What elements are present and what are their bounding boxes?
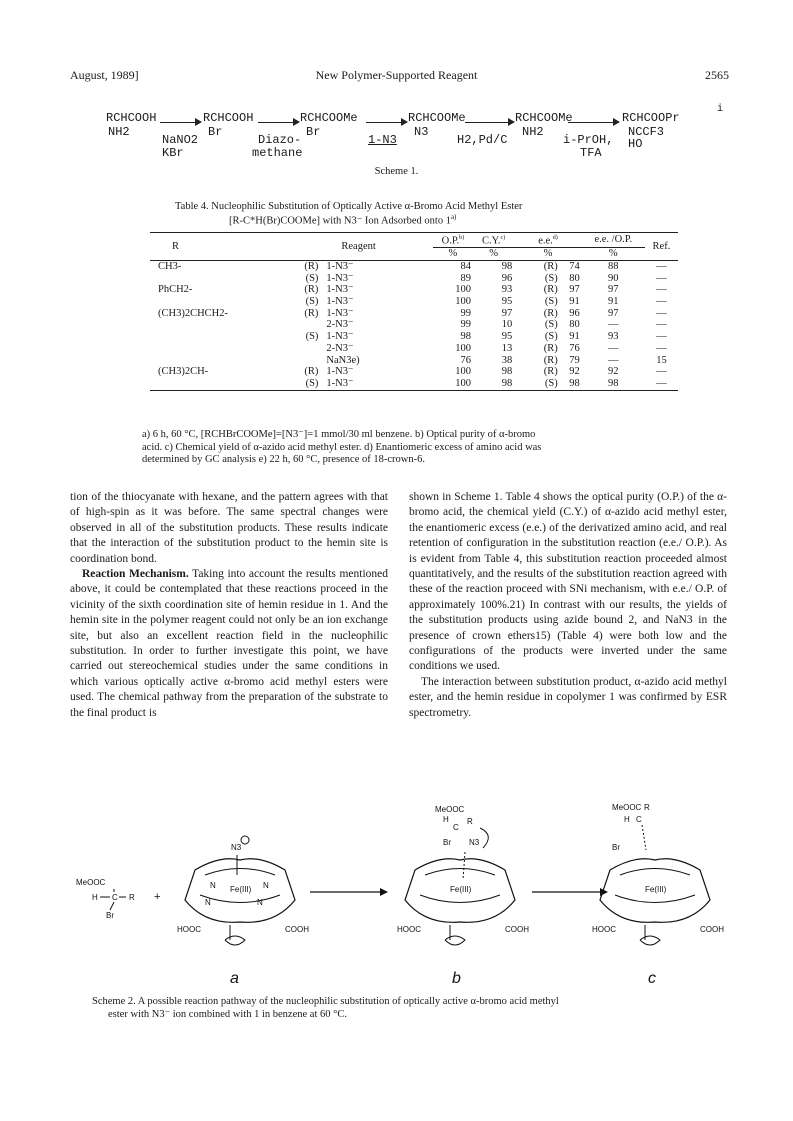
s1-reagent-5: i-PrOH, — [563, 133, 614, 147]
cell-ee: 91 — [569, 331, 580, 343]
cell-cy: 95 — [501, 331, 513, 343]
s1-reagent-1: NaNO2 — [162, 133, 199, 147]
cell-ee-op: 97 — [608, 284, 619, 296]
n-label-a1: N — [210, 881, 216, 890]
right-paragraph-2: The interaction between substitution product, α-azido acid methyl ester, and the hemin residue in copolymer 1 was confirmed by ESR spectrometry. — [409, 675, 727, 719]
cell-r: PhCH2- — [158, 284, 193, 296]
cell-ee: 96 — [569, 307, 580, 319]
cell-reagent: 1-N3⁻ — [326, 307, 354, 319]
cell-op: 100 — [455, 342, 472, 354]
b-h: H — [443, 815, 449, 824]
c-br: Br — [612, 843, 620, 852]
cell-ref: — — [656, 307, 667, 319]
section-heading: Reaction Mechanism. — [82, 568, 189, 581]
th-unit-eeop: % — [582, 248, 645, 261]
s1-arrow-5 — [568, 122, 618, 123]
cell-reagent: 2-N3⁻ — [326, 342, 354, 354]
cell-reagent: 1-N3⁻ — [326, 377, 354, 389]
cell-ee: 74 — [569, 260, 580, 272]
cell-r: (CH3)2CHCH2- — [158, 307, 228, 319]
cell-reagent: 1-N3⁻ — [326, 366, 354, 378]
cooh-label-c: COOH — [700, 925, 724, 934]
table-row — [150, 331, 678, 343]
panel-label-a: a — [230, 970, 239, 987]
b-c: C — [453, 823, 459, 832]
s1-compound-5: RCHCOOMe — [515, 111, 573, 125]
hooc-label-b: HOOC — [397, 925, 421, 934]
cell-ee-op: — — [608, 342, 619, 354]
scheme-2-caption-line-2: ester with N3⁻ ion combined with 1 in benzene at 60 °C. — [108, 1009, 347, 1020]
s1-arrow-2 — [258, 122, 298, 123]
s1-reagent-2: Diazo- — [258, 133, 302, 147]
cell-cy: 93 — [501, 284, 513, 296]
table-row — [150, 284, 678, 296]
cell-cy: 98 — [501, 260, 513, 272]
porphyrin-a — [177, 836, 309, 945]
cell-config: (S) — [305, 331, 319, 343]
cell-cy: 98 — [501, 366, 513, 378]
s1-arrow-4 — [465, 122, 513, 123]
th-ee-op: e.e. /O.P. — [594, 234, 633, 246]
cell-ee-config: (S) — [544, 377, 558, 389]
cell-r — [150, 378, 271, 390]
cell-ee-op: 90 — [608, 272, 619, 284]
th-ref: Ref. — [652, 240, 671, 252]
cell-ref: — — [656, 342, 667, 354]
cell-r: (CH3)2CH- — [158, 366, 209, 378]
cell-op: 100 — [455, 377, 472, 389]
cell-r — [150, 319, 271, 331]
cell-config: (S) — [305, 272, 319, 284]
cell-r — [150, 296, 271, 308]
s1-compound-4: RCHCOOMe — [408, 111, 466, 125]
s1-reagent-2b: methane — [252, 146, 303, 160]
cooh-label-b: COOH — [505, 925, 529, 934]
cell-ee-config: (S) — [544, 331, 558, 343]
cell-op: 99 — [460, 319, 472, 331]
cell-ee-op: 97 — [608, 307, 619, 319]
cell-r — [150, 331, 271, 343]
running-header-left: August, 1989] — [70, 68, 139, 82]
table-row — [150, 260, 678, 272]
cell-cy: 95 — [501, 296, 513, 308]
cell-ref: — — [656, 296, 667, 308]
fe-label-a: Fe(III) — [230, 885, 252, 894]
table-4-footnotes — [142, 429, 541, 467]
s1-sub-6: NCCF3 — [628, 125, 665, 139]
left-column — [70, 490, 388, 721]
cell-config: (S) — [305, 377, 319, 389]
s1-reagent-5b: TFA — [580, 146, 602, 160]
porphyrin-c — [592, 803, 724, 945]
b-n3: N3 — [469, 838, 480, 847]
cell-op: 98 — [460, 331, 472, 343]
panel-label-b: b — [452, 970, 461, 987]
c-r: R — [644, 803, 650, 812]
cell-ref: — — [656, 319, 667, 331]
th-unit-ee: % — [514, 248, 582, 261]
cell-ref: — — [656, 377, 667, 389]
cell-ee-config: (R) — [543, 354, 558, 366]
left-paragraph-1: tion of the thiocyanate with hexane, and the pattern agrees with that of high-spin as it was before. The same spectral changes were observed in all of the substitution products. These results indicate that the interaction of the substitution product to the hemin site is coordination bond. — [70, 491, 388, 565]
th-unit-op: % — [433, 248, 473, 261]
cell-reagent: 1-N3⁻ — [326, 272, 354, 284]
s1-superscript: i — [717, 104, 724, 115]
cell-ee-op: 93 — [608, 331, 619, 343]
cell-config: (R) — [304, 284, 319, 296]
n-label-a3: N — [205, 898, 211, 907]
cell-r — [150, 355, 271, 367]
s1-arrow-1 — [160, 122, 200, 123]
cell-ee-config: (R) — [543, 260, 558, 272]
hooc-label-c: HOOC — [592, 925, 616, 934]
s1-sub-5: NH2 — [522, 125, 544, 139]
b-r: R — [467, 817, 473, 826]
table-row — [150, 319, 678, 331]
cell-reagent: 1-N3⁻ — [326, 331, 354, 343]
cell-cy: 97 — [501, 307, 513, 319]
fe-label-b: Fe(III) — [450, 885, 472, 894]
b-meooc: MeOOC — [435, 805, 465, 814]
table-4-title: Table 4. Nucleophilic Substitution of Optically Active α-Bromo Acid Methyl Ester — [175, 201, 523, 212]
table-row — [150, 308, 678, 320]
c-h: H — [624, 815, 630, 824]
cell-r: CH3- — [158, 260, 182, 272]
cell-r — [150, 273, 271, 285]
page-number: 2565 — [705, 68, 729, 82]
cell-ee-op: 98 — [608, 377, 619, 389]
cell-reagent: 1-N3⁻ — [326, 284, 354, 296]
cell-ee-config: (S) — [544, 296, 558, 308]
c-meooc: MeOOC — [612, 803, 642, 812]
s1-sub-4: N3 — [414, 125, 429, 139]
right-paragraph-1: shown in Scheme 1. Table 4 shows the optical purity (O.P.) of the α-bromo acid, the chemical yield (C.Y.) of α-azido acid methyl ester, the enantiomeric excess (e.e.) of the derivatized amino acid, and real retention of configuration in the substitution reaction (e.e./ O.P.). As is evident from Table 4, this substitution reaction proceeded almost quantitatively, and the results of the substitution reaction agreed with these of the reaction proceed with SNi mechanism, with e.e./ O.P. of approximately 100%.21) In contrast with our results, the yields of the substitution products using azide bound 2, and NaN3 in the presence of crown ethers15) (Table 4) were both low and the configurations of the products were inverted under the same conditions we used. — [409, 491, 727, 673]
cell-ee: 97 — [569, 284, 580, 296]
cell-ee-op: 92 — [608, 366, 619, 378]
cell-ee: 98 — [569, 377, 580, 389]
right-column — [409, 490, 727, 721]
cell-op: 100 — [455, 366, 472, 378]
table-4 — [150, 232, 678, 391]
cell-cy: 10 — [501, 319, 513, 331]
cell-config — [271, 343, 320, 355]
cell-ref: — — [656, 331, 667, 343]
cell-ee-op: 91 — [608, 296, 619, 308]
substrate-br: Br — [106, 911, 114, 920]
th-unit-cy: % — [473, 248, 514, 261]
s1-reagent-3: 1-N3 — [368, 133, 397, 147]
cell-reagent: 1-N3⁻ — [326, 260, 354, 272]
cell-cy: 98 — [501, 377, 513, 389]
footnote-line-1: a) 6 h, 60 °C, [RCHBrCOOMe]=[N3⁻]=1 mmol/30 ml benzene. b) Optical purity of α-bromo — [142, 429, 536, 440]
cell-ref: — — [656, 366, 667, 378]
substrate-meooc: MeOOC — [76, 878, 106, 887]
cell-ee-config: (S) — [544, 319, 558, 331]
cell-ref: 15 — [656, 354, 667, 366]
cell-ee-op: — — [608, 319, 619, 331]
scheme-2-caption-line-1: Scheme 2. A possible reaction pathway of the nucleophilic substitution of optically active α-bromo acid methyl — [92, 996, 559, 1007]
cell-config: (R) — [304, 260, 319, 272]
running-header-title: New Polymer-Supported Reagent — [315, 68, 478, 82]
panel-label-c: c — [648, 970, 656, 987]
left-paragraph-2: Reaction Mechanism. Taking into account the results mentioned above, it could be contemplated that these reactions proceed in the vicinity of the sixth coordination site of hemin residue in 1. And the hemin site in the polymer reagent could not only be an ion exchange site, but also an excellent reaction field in the nucleophilic substitution. In order to further investigate this point, we have carried out stereochemical studies under the same conditions in which various optically active α-bromo acid methyl esters were used. The chemical pathway from the preparation of the substrate to the final product is — [70, 568, 388, 719]
s1-sub-2: Br — [208, 125, 223, 139]
cell-config — [271, 355, 320, 367]
cell-ee: 80 — [569, 272, 580, 284]
th-reagent: Reagent — [341, 240, 376, 252]
substrate-c: C — [112, 893, 118, 902]
substrate-molecule — [76, 878, 160, 920]
table-row — [150, 343, 678, 355]
th-op: O.P.$^{b)}$ — [441, 235, 465, 247]
cooh-label-a: COOH — [285, 925, 309, 934]
table-row — [150, 296, 678, 308]
cell-reagent: NaN3e) — [326, 354, 360, 366]
cell-ee-config: (R) — [543, 342, 558, 354]
azide-label-a: N3 — [231, 843, 242, 852]
table-row — [150, 273, 678, 285]
cell-r — [150, 343, 271, 355]
cell-reagent: 2-N3⁻ — [326, 319, 354, 331]
substrate-h: H — [92, 893, 98, 902]
scheme-2-caption — [92, 995, 559, 1021]
cell-ee-config: (R) — [543, 366, 558, 378]
cell-ee-op: 88 — [608, 260, 619, 272]
cell-ee: 91 — [569, 296, 580, 308]
cell-ee-op: — — [608, 354, 619, 366]
cell-op: 100 — [455, 296, 472, 308]
cell-op: 99 — [460, 307, 472, 319]
th-ee: e.e.$^{d)}$ — [538, 235, 558, 247]
cell-ee: 79 — [569, 354, 580, 366]
footnote-line-2: acid. c) Chemical yield of α-azido acid methyl ester. d) Enantiomeric excess of amino acid was — [142, 441, 542, 453]
cell-ref: — — [656, 284, 667, 296]
porphyrin-b — [397, 805, 529, 945]
cell-ee: 76 — [569, 342, 580, 354]
table-row — [150, 378, 678, 390]
cell-op: 84 — [460, 260, 472, 272]
s1-compound-2: RCHCOOH — [203, 111, 254, 125]
s1-sub-1: NH2 — [108, 125, 130, 139]
table-row — [150, 366, 678, 378]
cell-op: 89 — [460, 272, 472, 284]
plus-sign: + — [154, 891, 161, 903]
s1-arrow-3 — [366, 122, 406, 123]
scheme-2-figure — [70, 800, 730, 990]
b-br: Br — [443, 838, 451, 847]
cell-ee: 80 — [569, 319, 580, 331]
cell-op: 100 — [455, 284, 472, 296]
footnote-line-3: determined by GC analysis e) 22 h, 60 °C, presence of 18-crown-6. — [142, 454, 425, 465]
s1-compound-1: RCHCOOH — [106, 111, 157, 125]
cell-cy: 96 — [501, 272, 513, 284]
s1-sub-3: Br — [306, 125, 321, 139]
cell-ref: — — [656, 272, 667, 284]
cell-config: (R) — [304, 307, 319, 319]
th-r: R — [172, 240, 180, 252]
cell-config — [271, 319, 320, 331]
cell-reagent: 1-N3⁻ — [326, 296, 354, 308]
hooc-label-a: HOOC — [177, 925, 201, 934]
cell-op: 76 — [460, 354, 472, 366]
table-4-subtitle: [R-C*H(Br)COOMe] with N3⁻ Ion Adsorbed onto 1$^{a)}$ — [229, 213, 457, 227]
n-label-a2: N — [263, 881, 269, 890]
cell-ee-config: (R) — [543, 307, 558, 319]
cell-ee-config: (S) — [544, 272, 558, 284]
table-row — [150, 355, 678, 367]
s1-compound-6: RCHCOOPr — [622, 111, 680, 125]
cell-ref: — — [656, 260, 667, 272]
s1-reagent-4: H2,Pd/C — [457, 133, 508, 147]
th-cy: C.Y.$^{c)}$ — [482, 235, 506, 247]
cell-config: (R) — [304, 366, 319, 378]
substrate-r: R — [129, 893, 135, 902]
cell-ee-config: (R) — [543, 284, 558, 296]
scheme-1-caption: Scheme 1. — [374, 166, 419, 177]
cell-config: (S) — [305, 296, 319, 308]
c-c: C — [636, 815, 642, 824]
cell-ee: 92 — [569, 366, 580, 378]
cell-cy: 13 — [501, 342, 513, 354]
s1-reagent-1b: KBr — [162, 146, 184, 160]
cell-cy: 38 — [501, 354, 513, 366]
n-label-a4: N — [257, 898, 263, 907]
s1-compound-3: RCHCOOMe — [300, 111, 358, 125]
fe-label-c: Fe(III) — [645, 885, 667, 894]
s1-sub-6-extra: HO — [628, 137, 643, 151]
